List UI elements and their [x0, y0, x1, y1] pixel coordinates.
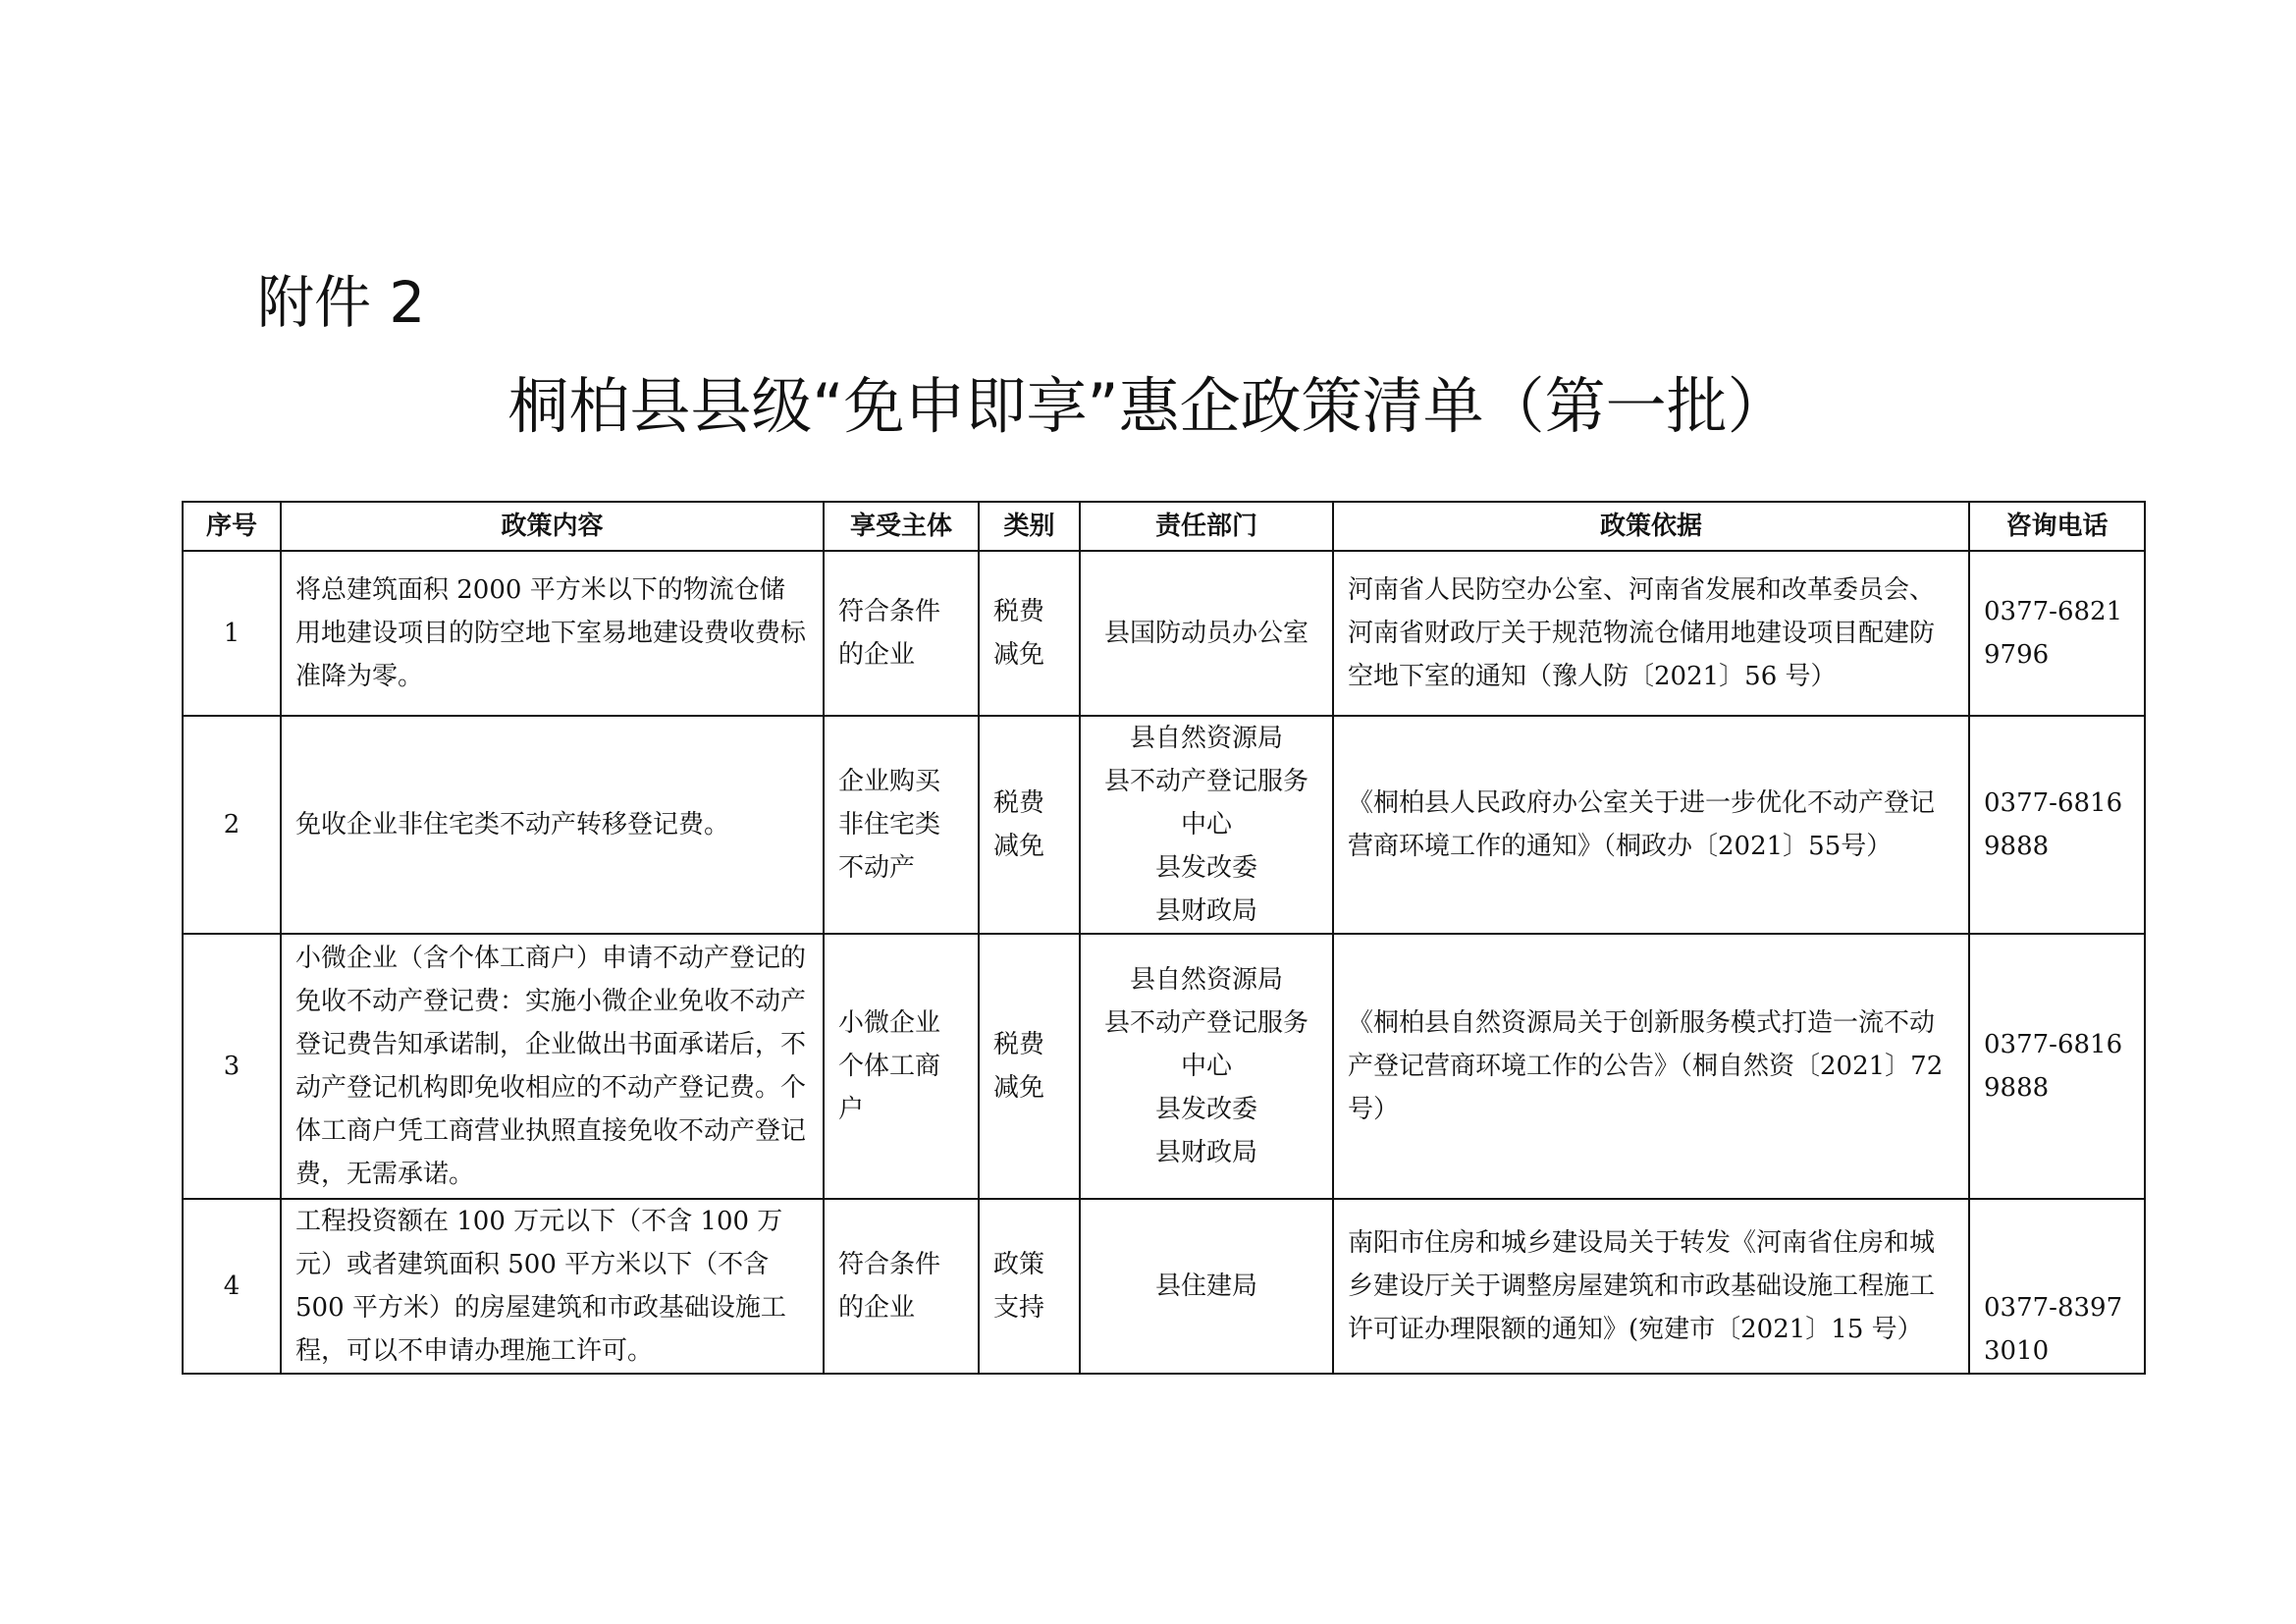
- cell-category: 政策支持: [979, 1199, 1080, 1374]
- cell-subject: 企业购买非住宅类不动产: [824, 716, 979, 934]
- cell-phone: 0377-83973010: [1969, 1199, 2145, 1374]
- cell-phone: 0377-68219796: [1969, 551, 2145, 716]
- dept-line: 县发改委: [1154, 1095, 1257, 1124]
- cell-num: 1: [183, 551, 281, 716]
- cell-num: 2: [183, 716, 281, 934]
- table-row: [183, 716, 2145, 934]
- document-title: 桐柏县县级“免申即享”惠企政策清单（第一批）: [507, 370, 1789, 442]
- table-row: [183, 551, 2145, 716]
- policy-table: [182, 501, 2146, 1375]
- cell-num: 4: [183, 1199, 281, 1374]
- cell-basis: 《桐柏县人民政府办公室关于进一步优化不动产登记营商环境工作的通知》（桐政办〔2021〕55号）: [1333, 716, 1969, 934]
- table-row: [183, 934, 2145, 1199]
- header-content: 政策内容: [281, 502, 824, 551]
- table-row: [183, 1199, 2145, 1374]
- dept-line: 县不动产登记服务中心: [1103, 1008, 1308, 1081]
- cell-subject: 小微企业个体工商户: [824, 934, 979, 1199]
- cell-category: 税费减免: [979, 716, 1080, 934]
- cell-content: 将总建筑面积 2000 平方米以下的物流仓储用地建设项目的防空地下室易地建设费收费标准降为零。: [281, 551, 824, 716]
- dept-line: 县自然资源局: [1129, 965, 1283, 995]
- table-header-row: [183, 502, 2145, 551]
- cell-basis: 河南省人民防空办公室、河南省发展和改革委员会、河南省财政厅关于规范物流仓储用地建设项目配建防空地下室的通知（豫人防〔2021〕56 号）: [1333, 551, 1969, 716]
- header-subject: 享受主体: [824, 502, 979, 551]
- attachment-label: 附件 2: [257, 269, 426, 336]
- cell-dept: [1080, 716, 1333, 934]
- header-num: 序号: [183, 502, 281, 551]
- dept-line: 县财政局: [1154, 896, 1257, 926]
- cell-phone: 0377-68169888: [1969, 716, 2145, 934]
- dept-line: 县自然资源局: [1129, 724, 1283, 753]
- cell-content: 小微企业（含个体工商户）申请不动产登记的免收不动产登记费：实施小微企业免收不动产登记费告知承诺制，企业做出书面承诺后，不动产登记机构即免收相应的不动产登记费。个体工商户凭工商营业执照直接免收不动产登记费，无需承诺。: [281, 934, 824, 1199]
- cell-content: 免收企业非住宅类不动产转移登记费。: [281, 716, 824, 934]
- dept-line: 县不动产登记服务中心: [1103, 767, 1308, 839]
- header-category: 类别: [979, 502, 1080, 551]
- header-dept: 责任部门: [1080, 502, 1333, 551]
- dept-line: 县财政局: [1154, 1138, 1257, 1167]
- cell-category: 税费减免: [979, 551, 1080, 716]
- dept-line: 县发改委: [1154, 853, 1257, 883]
- cell-num: 3: [183, 934, 281, 1199]
- cell-subject: 符合条件的企业: [824, 1199, 979, 1374]
- cell-dept: 县住建局: [1080, 1199, 1333, 1374]
- cell-category: 税费减免: [979, 934, 1080, 1199]
- header-phone: 咨询电话: [1969, 502, 2145, 551]
- cell-content: 工程投资额在 100 万元以下（不含 100 万元）或者建筑面积 500 平方米以下（不含 500 平方米）的房屋建筑和市政基础设施工程，可以不申请办理施工许可。: [281, 1199, 824, 1374]
- cell-basis: 南阳市住房和城乡建设局关于转发《河南省住房和城乡建设厅关于调整房屋建筑和市政基础设施工程施工许可证办理限额的通知》(宛建市〔2021〕15 号）: [1333, 1199, 1969, 1374]
- header-basis: 政策依据: [1333, 502, 1969, 551]
- cell-basis: 《桐柏县自然资源局关于创新服务模式打造一流不动产登记营商环境工作的公告》（桐自然资〔2021〕72 号）: [1333, 934, 1969, 1199]
- cell-subject: 符合条件的企业: [824, 551, 979, 716]
- cell-dept: 县国防动员办公室: [1080, 551, 1333, 716]
- cell-dept: [1080, 934, 1333, 1199]
- cell-phone: 0377-68169888: [1969, 934, 2145, 1199]
